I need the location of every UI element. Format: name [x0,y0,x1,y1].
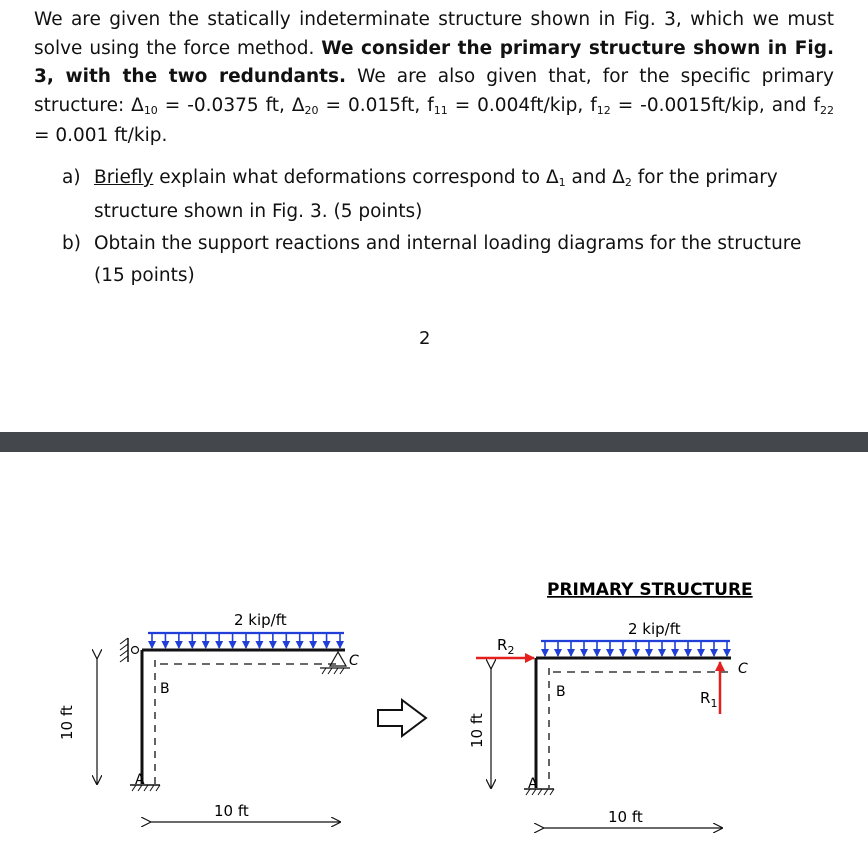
question-a [62,162,834,228]
load-label-left: 2 kip/ft [234,611,287,629]
question-list [62,162,834,292]
label-b-right: B [556,684,566,700]
f11: $f_{11} = 0.004ft/kip$, [427,94,584,117]
question-b-text: Obtain the support reactions and internal loading diagrams for the structure (15 points) [94,233,802,286]
problem-text-bold: We consider the primary structure shown in Fig. 3, with the two redundants. [34,37,834,87]
label-b-left: B [160,681,170,697]
f22: $f_{22} = 0.001$ ft/kip. [34,94,834,146]
distributed-load-right [541,641,730,656]
distributed-load-left [148,633,344,648]
question-b-label: b) [62,233,81,254]
primary-structure-title: PRIMARY STRUCTURE [547,580,753,600]
primary-structure [468,580,753,828]
width-label-right: 10 ft [608,808,643,826]
transition-arrow-icon [378,700,426,736]
label-c-right: C [738,661,748,677]
question-b [62,228,834,292]
delta-20: $\Delta_{20} = 0.015ft$, [291,94,421,117]
f12: $f_{12} = -0.0015ft/kip$, and [590,94,807,117]
label-a-left: A [135,772,145,788]
problem-text-2: We are also given that, for the specific primary structure: [34,66,834,116]
load-label-right: 2 kip/ft [628,620,681,638]
height-label-right: 10 ft [468,713,486,748]
label-a-right: A [528,776,538,792]
delta-10: $\Delta_{10} = -0.0375$ ft, [131,94,285,117]
lateral-restraint-b [120,638,139,662]
question-a-text: Briefly explain what deformations correspond to $\Delta_1$ and $\Delta_2$ for the primary structure shown in Fig. 3. (5 points) [94,167,778,222]
structure-figure [0,452,868,848]
height-label-left: 10 ft [58,705,76,740]
redundant-r2-label: $R_2$ [497,636,515,657]
redundant-r1-label: $R_1$ [700,689,718,710]
problem-text-1: We are given the statically indeterminate structure shown in Fig. 3, which we must solve using the force method. [34,9,834,59]
page-divider [0,432,868,452]
page-number: 2 [419,328,431,349]
label-c-left: C [349,653,359,669]
original-structure [58,611,359,822]
support-c [320,652,350,674]
problem-statement [34,6,834,151]
question-a-label: a) [62,167,81,188]
width-label-left: 10 ft [214,802,249,820]
